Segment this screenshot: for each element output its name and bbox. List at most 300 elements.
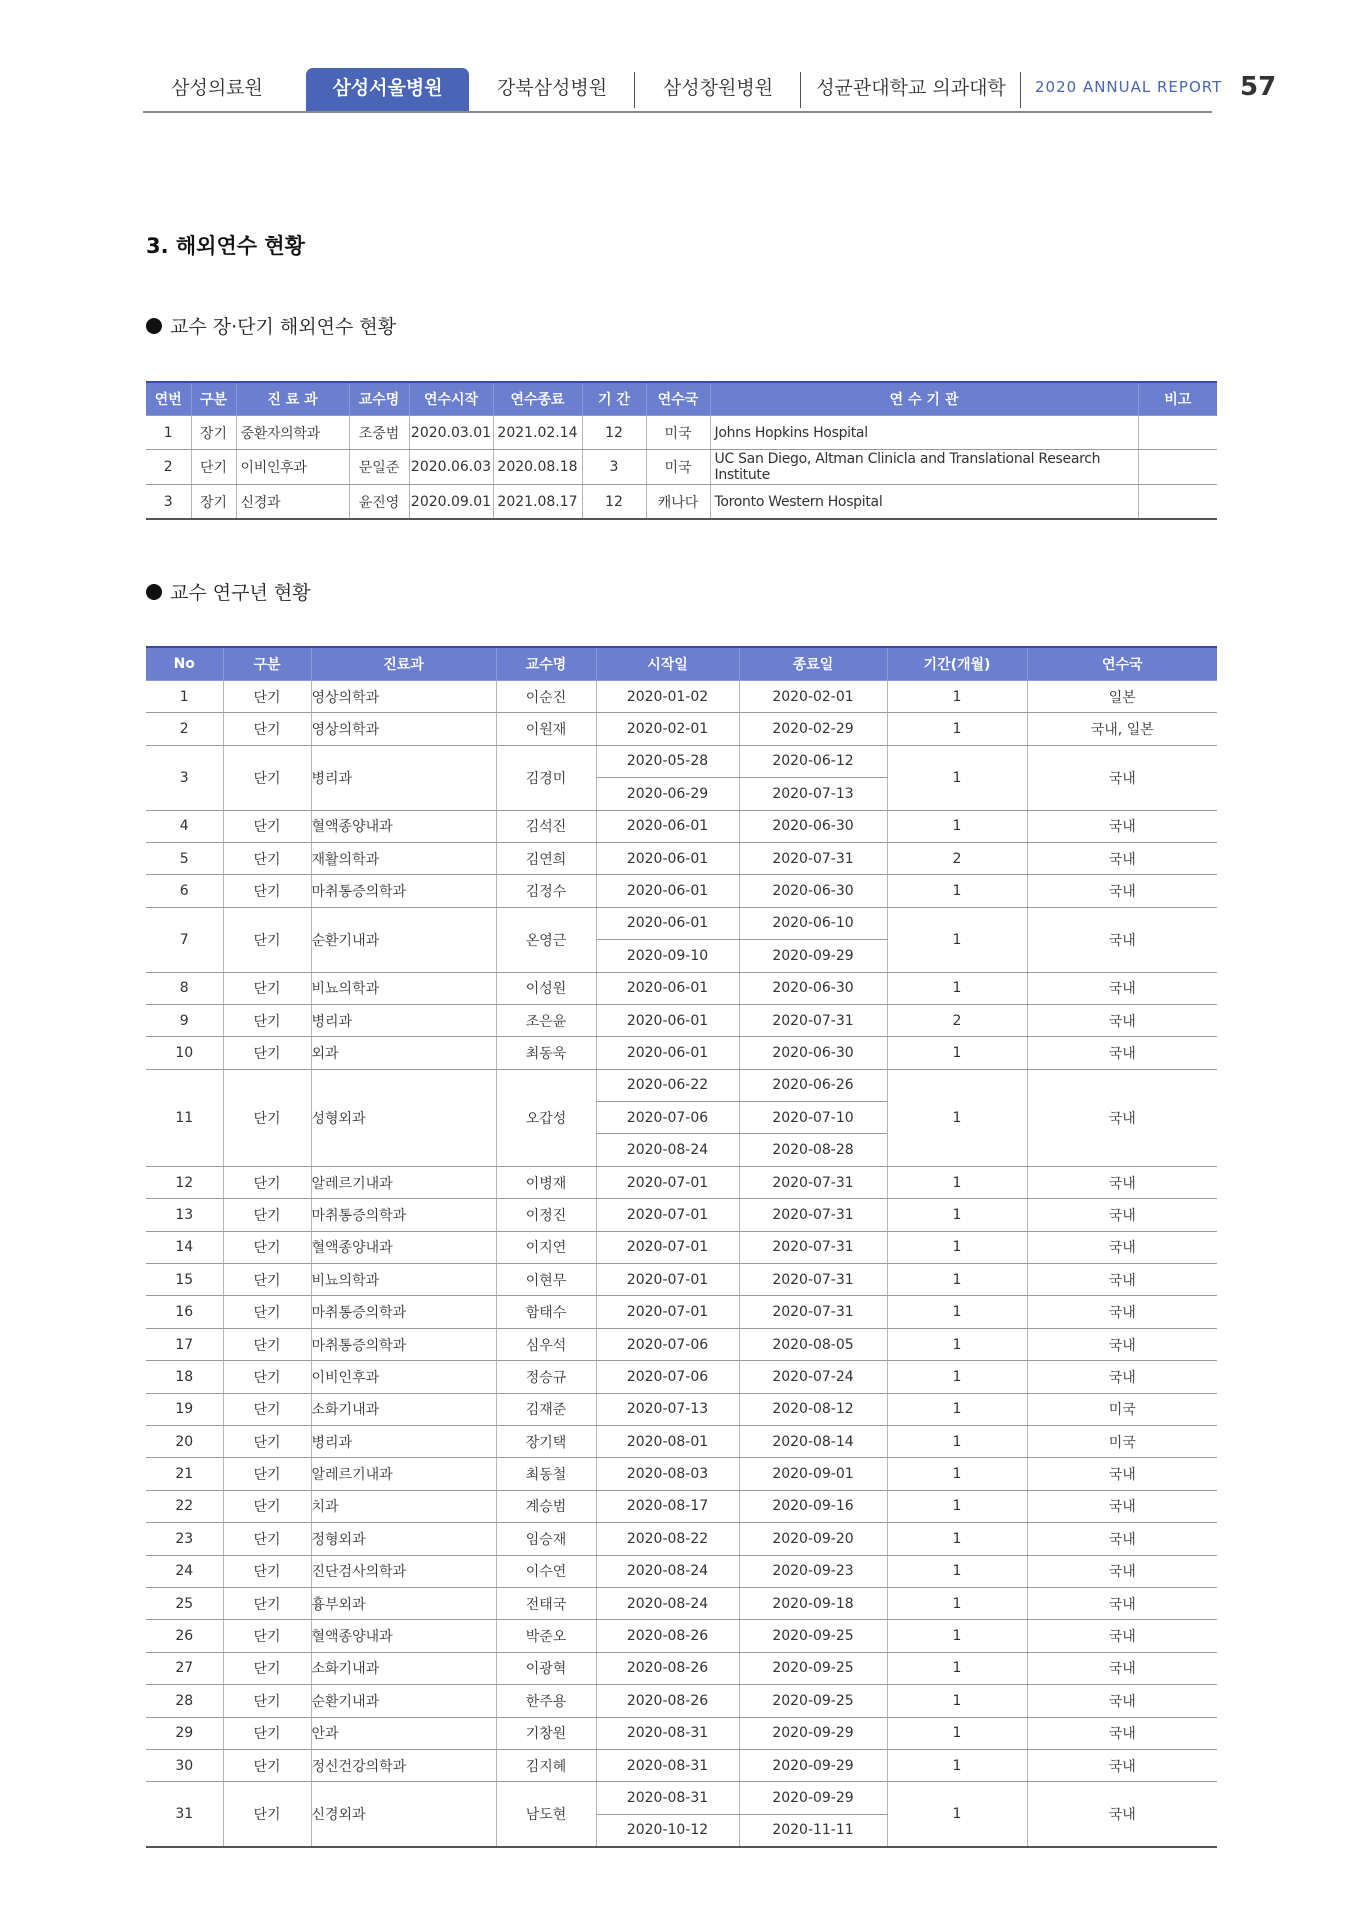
sabbatical-table — [146, 646, 1217, 1848]
type-cell: 단기 — [223, 1782, 311, 1847]
type-cell: 단기 — [223, 907, 311, 972]
table-row — [146, 1717, 1217, 1749]
institution-cell: Toronto Western Hospital — [710, 485, 1138, 520]
table-row — [146, 1361, 1217, 1393]
department-cell: 흉부외과 — [311, 1587, 496, 1619]
start-date-cell: 2020-06-01 — [596, 875, 739, 907]
table-row — [146, 681, 1217, 713]
start-date-cell: 2020-08-24 — [596, 1134, 739, 1166]
start-date-cell: 2020.03.01 — [409, 416, 493, 450]
table-row — [146, 1782, 1217, 1814]
start-date-cell: 2020-08-31 — [596, 1782, 739, 1814]
duration-cell: 1 — [887, 1587, 1027, 1619]
professor-cell: 박준오 — [496, 1620, 596, 1652]
duration-cell: 1 — [887, 907, 1027, 972]
country-cell: 미국 — [646, 416, 710, 450]
type-cell: 단기 — [223, 1620, 311, 1652]
department-cell: 정형외과 — [311, 1523, 496, 1555]
duration-cell: 1 — [887, 1069, 1027, 1166]
column-header: 진료과 — [311, 647, 496, 681]
professor-cell: 장기택 — [496, 1425, 596, 1457]
professor-cell: 김재준 — [496, 1393, 596, 1425]
start-date-cell: 2020-06-01 — [596, 1037, 739, 1069]
table-row — [146, 1458, 1217, 1490]
country-cell: 국내 — [1027, 1782, 1217, 1847]
row-number: 9 — [146, 1004, 223, 1036]
type-cell: 단기 — [223, 1749, 311, 1781]
table1-title — [146, 312, 396, 339]
column-header: 교수명 — [349, 382, 409, 416]
start-date-cell: 2020-06-01 — [596, 1004, 739, 1036]
end-date-cell: 2020-09-25 — [739, 1652, 887, 1684]
row-number: 1 — [146, 416, 191, 450]
country-cell: 국내 — [1027, 1069, 1217, 1166]
end-date-cell: 2020-07-10 — [739, 1102, 887, 1134]
duration-cell: 1 — [887, 681, 1027, 713]
end-date-cell: 2020-09-25 — [739, 1620, 887, 1652]
row-number: 8 — [146, 972, 223, 1004]
start-date-cell: 2020-05-28 — [596, 745, 739, 777]
tab-samsung-medical-center[interactable]: 삼성의료원 — [171, 77, 263, 99]
row-number: 12 — [146, 1166, 223, 1198]
end-date-cell: 2020-09-29 — [739, 1749, 887, 1781]
department-cell: 신경과 — [236, 485, 349, 520]
row-number: 19 — [146, 1393, 223, 1425]
tab-samsung-seoul-hospital[interactable]: 삼성서울병원 — [306, 68, 469, 111]
professor-cell: 심우석 — [496, 1328, 596, 1360]
table-row — [146, 842, 1217, 874]
type-cell: 단기 — [223, 1296, 311, 1328]
type-cell: 단기 — [223, 1717, 311, 1749]
duration-cell: 1 — [887, 1361, 1027, 1393]
country-cell: 국내 — [1027, 1231, 1217, 1263]
end-date-cell: 2020-11-11 — [739, 1814, 887, 1847]
start-date-cell: 2020-08-24 — [596, 1555, 739, 1587]
page-number: 57 — [1240, 72, 1277, 102]
start-date-cell: 2020-08-26 — [596, 1685, 739, 1717]
duration-cell: 1 — [887, 1555, 1027, 1587]
table-row — [146, 416, 1217, 450]
duration-cell: 1 — [887, 875, 1027, 907]
professor-cell: 김연희 — [496, 842, 596, 874]
row-number: 23 — [146, 1523, 223, 1555]
table-row — [146, 907, 1217, 939]
column-header: 비고 — [1138, 382, 1217, 416]
department-cell: 치과 — [311, 1490, 496, 1522]
professor-cell: 이현무 — [496, 1264, 596, 1296]
country-cell: 국내 — [1027, 1749, 1217, 1781]
type-cell: 장기 — [191, 485, 236, 520]
country-cell: 국내 — [1027, 1587, 1217, 1619]
type-cell: 단기 — [223, 1652, 311, 1684]
column-header: 연 수 기 관 — [710, 382, 1138, 416]
start-date-cell: 2020.06.03 — [409, 450, 493, 485]
column-header: 연수국 — [646, 382, 710, 416]
column-header: 연수시작 — [409, 382, 493, 416]
row-number: 26 — [146, 1620, 223, 1652]
country-cell: 국내 — [1027, 810, 1217, 842]
table-row — [146, 1004, 1217, 1036]
start-date-cell: 2020-08-26 — [596, 1652, 739, 1684]
country-cell: 국내 — [1027, 1361, 1217, 1393]
end-date-cell: 2020-08-12 — [739, 1393, 887, 1425]
row-number: 30 — [146, 1749, 223, 1781]
type-cell: 단기 — [223, 1264, 311, 1296]
bullet-icon — [146, 318, 162, 334]
type-cell: 단기 — [223, 1037, 311, 1069]
start-date-cell: 2020-07-06 — [596, 1328, 739, 1360]
end-date-cell: 2020-08-28 — [739, 1134, 887, 1166]
end-date-cell: 2020-07-31 — [739, 1004, 887, 1036]
country-cell: 국내 — [1027, 1458, 1217, 1490]
column-header: 구분 — [223, 647, 311, 681]
duration-cell: 1 — [887, 1166, 1027, 1198]
start-date-cell: 2020-07-01 — [596, 1199, 739, 1231]
column-header: 연수종료 — [493, 382, 582, 416]
start-date-cell: 2020-08-22 — [596, 1523, 739, 1555]
row-number: 4 — [146, 810, 223, 842]
table1-title-text: 교수 장·단기 해외연수 현황 — [170, 316, 397, 338]
start-date-cell: 2020-02-01 — [596, 713, 739, 745]
professor-cell: 이수연 — [496, 1555, 596, 1587]
duration-cell: 1 — [887, 1199, 1027, 1231]
country-cell: 국내 — [1027, 1296, 1217, 1328]
country-cell: 일본 — [1027, 681, 1217, 713]
professor-cell: 김석진 — [496, 810, 596, 842]
row-number: 18 — [146, 1361, 223, 1393]
department-cell: 정신건강의학과 — [311, 1749, 496, 1781]
start-date-cell: 2020-08-26 — [596, 1620, 739, 1652]
type-cell: 단기 — [223, 1425, 311, 1457]
end-date-cell: 2020-02-01 — [739, 681, 887, 713]
tab-skku-medicine[interactable]: 성균관대학교 의과대학 — [801, 68, 1021, 111]
department-cell: 소화기내과 — [311, 1393, 496, 1425]
department-cell: 신경외과 — [311, 1782, 496, 1847]
professor-cell: 이성원 — [496, 972, 596, 1004]
type-cell: 단기 — [191, 450, 236, 485]
row-number: 15 — [146, 1264, 223, 1296]
duration-cell: 1 — [887, 1231, 1027, 1263]
duration-cell: 1 — [887, 1393, 1027, 1425]
end-date-cell: 2020-09-01 — [739, 1458, 887, 1490]
start-date-cell: 2020-08-24 — [596, 1587, 739, 1619]
country-cell: 국내 — [1027, 1620, 1217, 1652]
type-cell: 단기 — [223, 1069, 311, 1166]
department-cell: 혈액종양내과 — [311, 1620, 496, 1652]
department-cell: 성형외과 — [311, 1069, 496, 1166]
start-date-cell: 2020-06-01 — [596, 842, 739, 874]
professor-cell: 이원재 — [496, 713, 596, 745]
duration-cell: 1 — [887, 1685, 1027, 1717]
country-cell: 국내 — [1027, 1004, 1217, 1036]
row-number: 3 — [146, 745, 223, 810]
column-header: 교수명 — [496, 647, 596, 681]
type-cell: 단기 — [223, 875, 311, 907]
start-date-cell: 2020-07-06 — [596, 1102, 739, 1134]
column-header: 기간(개월) — [887, 647, 1027, 681]
remarks-cell — [1138, 485, 1217, 520]
end-date-cell: 2020-09-29 — [739, 1717, 887, 1749]
professor-cell: 정승규 — [496, 1361, 596, 1393]
duration-cell: 1 — [887, 1523, 1027, 1555]
country-cell: 국내 — [1027, 1037, 1217, 1069]
duration-cell: 1 — [887, 1782, 1027, 1847]
professor-cell: 김지혜 — [496, 1749, 596, 1781]
start-date-cell: 2020-08-17 — [596, 1490, 739, 1522]
professor-cell: 최동욱 — [496, 1037, 596, 1069]
end-date-cell: 2020-02-29 — [739, 713, 887, 745]
table-row — [146, 1425, 1217, 1457]
start-date-cell: 2020-08-31 — [596, 1717, 739, 1749]
country-cell: 국내 — [1027, 1652, 1217, 1684]
row-number: 28 — [146, 1685, 223, 1717]
tab-kangbuk-samsung-hospital[interactable]: 강북삼성병원 — [469, 68, 635, 111]
type-cell: 단기 — [223, 1166, 311, 1198]
table-row — [146, 1685, 1217, 1717]
duration-cell: 1 — [887, 745, 1027, 810]
department-cell: 병리과 — [311, 745, 496, 810]
country-cell: 국내 — [1027, 1555, 1217, 1587]
column-header: 연수국 — [1027, 647, 1217, 681]
professor-cell: 이지연 — [496, 1231, 596, 1263]
table-row — [146, 972, 1217, 1004]
table-row — [146, 1652, 1217, 1684]
table-row — [146, 485, 1217, 520]
type-cell: 단기 — [223, 972, 311, 1004]
professor-cell: 최동철 — [496, 1458, 596, 1490]
column-header: 종료일 — [739, 647, 887, 681]
table-row — [146, 810, 1217, 842]
row-number: 29 — [146, 1717, 223, 1749]
end-date-cell: 2020-07-31 — [739, 1199, 887, 1231]
row-number: 13 — [146, 1199, 223, 1231]
professor-cell: 온영근 — [496, 907, 596, 972]
table-row — [146, 450, 1217, 485]
column-header: 연번 — [146, 382, 191, 416]
end-date-cell: 2020-06-30 — [739, 972, 887, 1004]
end-date-cell: 2020.08.18 — [493, 450, 582, 485]
type-cell: 단기 — [223, 1004, 311, 1036]
table-row — [146, 1231, 1217, 1263]
start-date-cell: 2020-06-22 — [596, 1069, 739, 1101]
duration-cell: 1 — [887, 810, 1027, 842]
row-number: 31 — [146, 1782, 223, 1847]
table-row — [146, 1749, 1217, 1781]
column-header: 구분 — [191, 382, 236, 416]
country-cell: 국내 — [1027, 907, 1217, 972]
duration-cell: 1 — [887, 1717, 1027, 1749]
overseas-training-table — [146, 381, 1217, 520]
department-cell: 알레르기내과 — [311, 1458, 496, 1490]
start-date-cell: 2020-08-03 — [596, 1458, 739, 1490]
professor-cell: 이광혁 — [496, 1652, 596, 1684]
duration-cell: 1 — [887, 1620, 1027, 1652]
start-date-cell: 2020-07-01 — [596, 1231, 739, 1263]
country-cell: 캐나다 — [646, 485, 710, 520]
start-date-cell: 2020-07-06 — [596, 1361, 739, 1393]
start-date-cell: 2020-07-01 — [596, 1264, 739, 1296]
table-row — [146, 1587, 1217, 1619]
type-cell: 단기 — [223, 713, 311, 745]
department-cell: 영상의학과 — [311, 681, 496, 713]
department-cell: 비뇨의학과 — [311, 1264, 496, 1296]
country-cell: 국내 — [1027, 1523, 1217, 1555]
country-cell: 국내 — [1027, 1264, 1217, 1296]
duration-cell: 1 — [887, 1264, 1027, 1296]
end-date-cell: 2020-06-30 — [739, 1037, 887, 1069]
department-cell: 병리과 — [311, 1004, 496, 1036]
section-title: 3. 해외연수 현황 — [146, 234, 305, 258]
department-cell: 소화기내과 — [311, 1652, 496, 1684]
remarks-cell — [1138, 450, 1217, 485]
end-date-cell: 2020-08-14 — [739, 1425, 887, 1457]
table-row — [146, 1393, 1217, 1425]
duration-cell: 1 — [887, 1425, 1027, 1457]
remarks-cell — [1138, 416, 1217, 450]
country-cell: 국내 — [1027, 875, 1217, 907]
row-number: 3 — [146, 485, 191, 520]
duration-cell: 1 — [887, 1458, 1027, 1490]
duration-cell: 1 — [887, 1749, 1027, 1781]
tab-samsung-changwon-hospital[interactable]: 삼성창원병원 — [635, 68, 801, 111]
end-date-cell: 2020-09-23 — [739, 1555, 887, 1587]
start-date-cell: 2020.09.01 — [409, 485, 493, 520]
duration-cell: 1 — [887, 1037, 1027, 1069]
table-row — [146, 713, 1217, 745]
row-number: 17 — [146, 1328, 223, 1360]
table-row — [146, 745, 1217, 777]
start-date-cell: 2020-08-31 — [596, 1749, 739, 1781]
row-number: 2 — [146, 450, 191, 485]
department-cell: 혈액종양내과 — [311, 810, 496, 842]
department-cell: 마취통증의학과 — [311, 875, 496, 907]
department-cell: 마취통증의학과 — [311, 1199, 496, 1231]
end-date-cell: 2020-07-13 — [739, 778, 887, 810]
department-cell: 재활의학과 — [311, 842, 496, 874]
type-cell: 단기 — [223, 842, 311, 874]
table-row — [146, 1199, 1217, 1231]
department-cell: 순환기내과 — [311, 907, 496, 972]
department-cell: 비뇨의학과 — [311, 972, 496, 1004]
table-row — [146, 1523, 1217, 1555]
duration-cell: 3 — [582, 450, 646, 485]
department-cell: 이비인후과 — [236, 450, 349, 485]
start-date-cell: 2020-07-13 — [596, 1393, 739, 1425]
row-number: 10 — [146, 1037, 223, 1069]
department-cell: 외과 — [311, 1037, 496, 1069]
institution-cell: UC San Diego, Altman Clinicla and Translational Research Institute — [710, 450, 1138, 485]
row-number: 16 — [146, 1296, 223, 1328]
department-cell: 병리과 — [311, 1425, 496, 1457]
table-header-row — [146, 382, 1217, 416]
type-cell: 단기 — [223, 1199, 311, 1231]
type-cell: 단기 — [223, 1555, 311, 1587]
type-cell: 장기 — [191, 416, 236, 450]
table-header-row — [146, 647, 1217, 681]
row-number: 21 — [146, 1458, 223, 1490]
duration-cell: 12 — [582, 485, 646, 520]
country-cell: 국내 — [1027, 1490, 1217, 1522]
duration-cell: 2 — [887, 1004, 1027, 1036]
table2-title-text: 교수 연구년 현황 — [170, 582, 311, 604]
end-date-cell: 2020-06-30 — [739, 875, 887, 907]
type-cell: 단기 — [223, 1587, 311, 1619]
table-row — [146, 875, 1217, 907]
type-cell: 단기 — [223, 681, 311, 713]
type-cell: 단기 — [223, 1328, 311, 1360]
country-cell: 국내 — [1027, 972, 1217, 1004]
type-cell: 단기 — [223, 1393, 311, 1425]
professor-cell: 이순진 — [496, 681, 596, 713]
department-cell: 마취통증의학과 — [311, 1328, 496, 1360]
professor-cell: 이정진 — [496, 1199, 596, 1231]
country-cell: 국내 — [1027, 1717, 1217, 1749]
duration-cell: 12 — [582, 416, 646, 450]
country-cell: 미국 — [1027, 1425, 1217, 1457]
table-row — [146, 1264, 1217, 1296]
duration-cell: 1 — [887, 713, 1027, 745]
professor-cell: 오갑성 — [496, 1069, 596, 1166]
end-date-cell: 2020-07-31 — [739, 1296, 887, 1328]
type-cell: 단기 — [223, 1361, 311, 1393]
start-date-cell: 2020-07-01 — [596, 1296, 739, 1328]
end-date-cell: 2020-09-29 — [739, 940, 887, 972]
row-number: 14 — [146, 1231, 223, 1263]
country-cell: 국내 — [1027, 1199, 1217, 1231]
professor-cell: 이병재 — [496, 1166, 596, 1198]
column-header: 진 료 과 — [236, 382, 349, 416]
end-date-cell: 2020-09-20 — [739, 1523, 887, 1555]
end-date-cell: 2020-09-18 — [739, 1587, 887, 1619]
institution-cell: Johns Hopkins Hospital — [710, 416, 1138, 450]
professor-cell: 윤진영 — [349, 485, 409, 520]
type-cell: 단기 — [223, 1490, 311, 1522]
professor-cell: 남도현 — [496, 1782, 596, 1847]
professor-cell: 문일준 — [349, 450, 409, 485]
row-number: 24 — [146, 1555, 223, 1587]
duration-cell: 1 — [887, 1296, 1027, 1328]
professor-cell: 조중범 — [349, 416, 409, 450]
department-cell: 알레르기내과 — [311, 1166, 496, 1198]
end-date-cell: 2020-07-31 — [739, 1166, 887, 1198]
type-cell: 단기 — [223, 1523, 311, 1555]
department-cell: 혈액종양내과 — [311, 1231, 496, 1263]
end-date-cell: 2020-09-16 — [739, 1490, 887, 1522]
row-number: 5 — [146, 842, 223, 874]
end-date-cell: 2020-09-25 — [739, 1685, 887, 1717]
duration-cell: 1 — [887, 1328, 1027, 1360]
duration-cell: 1 — [887, 1652, 1027, 1684]
type-cell: 단기 — [223, 810, 311, 842]
professor-cell: 김정수 — [496, 875, 596, 907]
end-date-cell: 2020-07-31 — [739, 842, 887, 874]
column-header: No — [146, 647, 223, 681]
table-row — [146, 1490, 1217, 1522]
professor-cell: 기창원 — [496, 1717, 596, 1749]
country-cell: 미국 — [646, 450, 710, 485]
table-row — [146, 1620, 1217, 1652]
start-date-cell: 2020-06-01 — [596, 907, 739, 939]
type-cell: 단기 — [223, 1231, 311, 1263]
report-title: 2020 ANNUAL REPORT — [1035, 78, 1223, 96]
end-date-cell: 2020-06-12 — [739, 745, 887, 777]
type-cell: 단기 — [223, 1685, 311, 1717]
department-cell: 순환기내과 — [311, 1685, 496, 1717]
type-cell: 단기 — [223, 745, 311, 810]
department-cell: 마취통증의학과 — [311, 1296, 496, 1328]
end-date-cell: 2020-07-31 — [739, 1231, 887, 1263]
start-date-cell: 2020-01-02 — [596, 681, 739, 713]
